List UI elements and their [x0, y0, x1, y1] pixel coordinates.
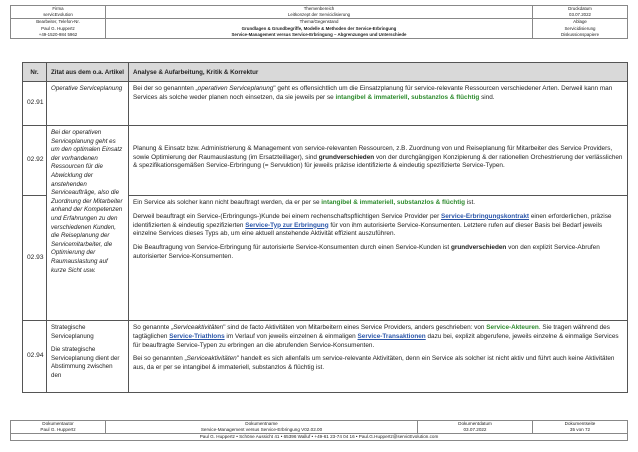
row-number: 02.93 — [23, 196, 47, 321]
autor-value: Paul G. Huppertz — [40, 427, 76, 432]
bearbeiter-phone: +49-1520-984 5962 — [38, 31, 78, 37]
analyse-paragraph: Planung & Einsatz bzw. Administrierung & Management von service-relevanten Ressourcen, z.B. Zuordnung von und Reiseplanung für Mitarbeiter des Service Providers, sowie Optimierung der Raumauslastung (im Ersatzteillager), sind grundverschieden von der durchgängigen Konzipierung & der rationellen Orchestrierung der verlässlichen & spezifikationsgemäßen Service-Erbringung (= Servuktion) für jeweils präzise identifizierte & eindeutig spezifizierte Service-Typen. — [133, 144, 623, 170]
ablage-value1: Servicidisierung — [564, 25, 596, 31]
analyse-cell — [129, 321, 628, 393]
zitat-text: Bei der operativen Serviceplanung geht es um den optimalen Einsatz der vorhandenen Ressourcen für die Abwicklung der anstehenden Serviceaufträge, also die Zuordnung der Mitarbeiter anhand der Kompetenzen und Erfahrungen zu den verschiedenen Kunden, die Reiseplanung der Servicemitarbeiter, die Optimierung der Raumauslastung auf kurze Sicht usw. — [51, 129, 123, 274]
dokumentdatum-label: Dokumentdatum — [458, 421, 492, 426]
zitat-text: Operative Serviceplanung — [51, 85, 123, 92]
zitat-text: Die strategische Serviceplanung dient der Abstimmung zwischen den — [51, 346, 120, 379]
service-link[interactable]: Service-Transaktionen — [357, 332, 426, 340]
header-firma-cell — [11, 6, 106, 19]
bearbeiter-name: Paul G. Huppertz — [41, 25, 75, 31]
analyse-cell — [129, 82, 628, 126]
analyse-paragraph: Derweil beauftragt ein Service-(Erbringungs-)Kunde bei einem rechenschaftspflichtigen Service Provider per Service-Erbringungskontrakt einen erforderlichen, präzise identifizierten & eindeutig spezifizierten Service-Typ zur Erbringung für von ihm autorisierte Service-Konsumenten. Letztere rufen auf dieser Basis bei Bedarf jeweils einzelne Services dieses Typs ab, um eine aktuell anstehende Aktivität effizient auszuführen. — [133, 212, 612, 238]
zitat-cell — [47, 321, 129, 393]
header-bearbeiter-cell — [11, 19, 106, 39]
highlight-term: intangibel & immateriell, substanzlos & flüchtig — [335, 93, 480, 101]
druckdatum-value: 03.07.2022 — [569, 12, 591, 18]
zitat-cell — [47, 82, 129, 126]
analyse-paragraph: So genannte „Serviceaktivitäten" sind de facto Aktivitäten von Mitarbeitern eines Service Providers, anders geschrieben: von Service-Akteuren. Sie tragen während des tagtäglichen Service-Triathlons im Verlauf von jeweils einzelnen & einmaligen Service-Transaktionen dazu bei, explizit abgerufene, jeweils einzelne & einmalige Services für beauftragte Service-Typen zu erbringen an die abrufenden Service-Konsumenten. — [133, 324, 619, 349]
footer-datum-cell — [418, 421, 533, 434]
analyse-paragraph: Ein Service als solcher kann nicht beauftragt werden, da er per se intangibel & immateriell, substanzlos & flüchtig ist. — [133, 199, 476, 206]
bearbeiter-label: Bearbeiter, Telefon-Nr. — [36, 19, 80, 25]
gegenstand-label: Thema/Gegenstand — [299, 19, 339, 25]
footer-seite-cell — [533, 421, 628, 434]
highlight-term: intangibel & immateriell, substanzlos & flüchtig — [321, 199, 466, 206]
row-number: 02.91 — [23, 82, 47, 126]
autor-label: Dokumentautor — [42, 421, 74, 426]
page-header — [10, 5, 628, 39]
service-link[interactable]: Service-Typ zur Erbringung — [245, 221, 329, 229]
column-header-analyse: Analyse & Aufarbeitung, Kritik & Korrektur — [129, 63, 628, 82]
header-gegenstand-cell — [106, 19, 533, 39]
column-header-nr: Nr. — [23, 63, 47, 82]
ablage-label: Ablage — [573, 19, 587, 25]
analyse-paragraph: Die Beauftragung von Service-Erbringung für autorisierte Service-Konsumenten durch einen Service-Kunden ist grundverschieden von den explizit Service-Abrufen autorisierter Service-Konsumenten. — [133, 244, 600, 260]
dokumentname-label: Dokumentname — [245, 421, 278, 426]
footer-name-cell — [106, 421, 418, 434]
service-link[interactable]: Service-Triathlons — [169, 332, 225, 340]
gegenstand-line1: Grundlagen & Grundbegriffe, Modelle & Methoden der Service-Erbringung — [241, 25, 397, 31]
emphasis-term: grundverschieden — [318, 153, 375, 161]
table-row — [23, 126, 628, 196]
analyse-cell — [129, 196, 628, 321]
row-number: 02.92 — [23, 126, 47, 196]
header-ablage-cell — [533, 19, 628, 39]
table-row — [23, 82, 628, 126]
themenbereich-label: Themenbereich — [303, 6, 335, 11]
analysis-table — [22, 62, 628, 393]
header-themenbereich-cell — [106, 6, 533, 19]
firma-value: servicEvolution — [43, 12, 73, 18]
zitat-cell — [47, 126, 129, 321]
gegenstand-line2: Service-Management versus Service-Erbringung – Abgrenzungen und Unterschiede — [231, 31, 407, 37]
service-link[interactable]: Service-Erbringungskontrakt — [440, 212, 530, 220]
dokumentseite-label: Dokumentseite — [564, 421, 596, 426]
dokumentdatum-value: 03.07.2022 — [463, 427, 487, 432]
table-row — [23, 321, 628, 393]
footer-autor-cell — [11, 421, 106, 434]
row-number: 02.94 — [23, 321, 47, 393]
dokumentname-value: Service-Management versus Service-Erbringung V02.02.00 — [200, 427, 323, 432]
druckdatum-label: Druckdatum — [568, 6, 592, 11]
footer-address: Paul G. Huppertz • Schöne Aussicht 41 • 65396 Walluf • +49-61 23-74 04 16 • Paul.G.Huppertz@servicEvolution.com — [11, 434, 628, 441]
highlight-term: Service-Akteuren — [486, 324, 539, 331]
dokumentseite-value: 35 von 72 — [569, 427, 591, 432]
table-header-row — [23, 63, 628, 82]
column-header-zitat: Zitat aus dem o.a. Artikel — [47, 63, 129, 82]
analyse-paragraph: Bei der so genannten „operativen Serviceplanung" geht es offensichtlich um die Einsatzplanung für service-relevante Ressourcen verschiedener Arten. Derweil kann man Services als solche weder planen noch einsetzen, da sie jeweils per se intangibel & immateriell, substanzlos & flüchtig sind. — [133, 85, 613, 101]
analyse-paragraph: Bei so genannten „Serviceaktivitäten" handelt es sich allenfalls um service-relevante Aktivitäten, denn ein Service als solcher ist nicht aktiv und führt auch keine Aktivitäten aus, da er per se intangibel & immateriell, substanzlos & flüchtig ist. — [133, 355, 615, 372]
header-druckdatum-cell — [533, 6, 628, 19]
ablage-value2: Diskussionspapiere — [560, 31, 600, 37]
themenbereich-value: Leitkonzept der Servicidisierung — [287, 12, 351, 18]
emphasis-term: grundverschieden — [450, 244, 507, 252]
page-footer — [10, 420, 628, 441]
firma-label: Firma — [52, 6, 64, 11]
zitat-heading: Strategische Serviceplanung — [51, 324, 94, 340]
analyse-cell — [129, 126, 628, 196]
